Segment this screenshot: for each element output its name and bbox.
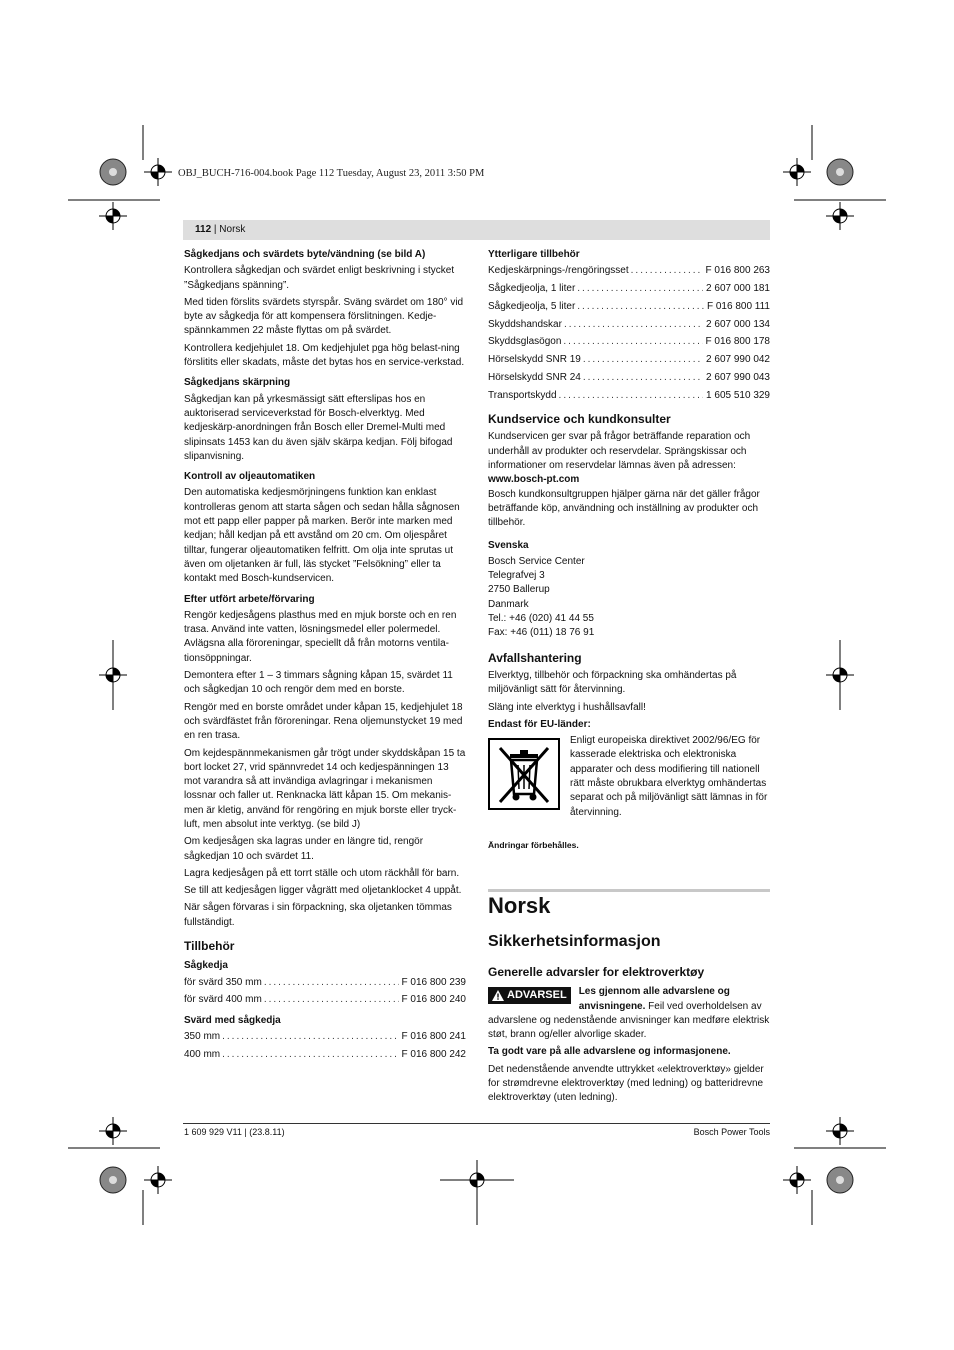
paragraph: Bosch kundkonsultgruppen hjälper gärna när det gäller frågor beträffande köp, användning och inställning av produkter och tillbehör. — [488, 488, 760, 529]
leader-dots — [264, 993, 399, 1007]
list-item — [488, 282, 770, 296]
address-line: Tel.: +46 (020) 41 44 55 — [488, 613, 594, 625]
section-heading: Generelle advarsler for elektroverktøy — [488, 965, 705, 979]
section-heading: Efter utfört arbete/förvaring — [184, 593, 315, 605]
address-line: Bosch Service Center — [488, 555, 585, 567]
item-number: 2 607 990 043 — [706, 372, 770, 384]
item-number: F 016 800 240 — [401, 994, 466, 1006]
item-number: F 016 800 241 — [401, 1031, 466, 1043]
paragraph: Den automatiska kedjesmörjningens funktion kan enklast kontrolleras genom att starta sågen och sedan hålla sågnosen mot ett papp eller papper på marken. Berör inte marken med kedjan; håll kedjan på ett avstånd om 20 cm. Om oljespåret tilltar, fungerar oljeautomatiken felfritt. Om olja inte sprutas ut även om oljetanken är full, läs stycket ”Felsökning” eller ta kontakt med Bosch-kundservicen. — [184, 487, 460, 585]
list-item — [184, 1030, 466, 1044]
paragraph: Enligt europeiska direktivet 2002/96/EG för kasserade elektriska och elektroniska apparater och dess modifiering till nationell rätt måste obrukbara elverktyg omhändertas separat och på miljövänligt sätt lämnas in för återvinning. — [570, 735, 768, 818]
leader-dots — [583, 371, 703, 385]
page-label: 112 | Norsk — [195, 224, 246, 235]
paragraph: Sågkedjan kan på yrkesmässigt sätt efterslipas hos en auktoriserad serviceverkstad för Bosch-elverktyg. Med kedjeskärp-anordningen från Bosch eller Dremel-Multi med slipinsats 1453 kan du även själv skärpa kedjan. Följ bifogad slipanvisning. — [184, 393, 453, 462]
item-name: Kedjeskärpnings-/rengöringsset — [488, 265, 629, 277]
subheading: Svärd med sågkedja — [184, 1014, 281, 1026]
warning-badge-label: ADVARSEL — [507, 989, 567, 1002]
paragraph: Kontrollera sågkedjan och svärdet enligt beskrivning i stycket ”Sågkedjans spänning”. — [184, 265, 455, 291]
paragraph: Kontrollera kedjehjulet 18. Om kedjehjulet pga hög belast-ning förslitits eller skadats, måste det bytas hos en service-verkstad. — [184, 342, 465, 369]
paragraph: Om kejdespännmekanismen går trögt under skyddskåpan 15 ta bort locket 27, vrid spännvredet 14 och kedjespänningen 13 mot varandra så att invändiga avlagringar i mekanismen lossnar och faller ut. Renknacka lätt kåpan 15. Om mekanis-men är kletig, använd för rengöring en mjuk borste eller tryck-luft, men absolut inte verktyg. (se bild J) — [184, 747, 466, 830]
section-heading: Kontroll av oljeautomatiken — [184, 471, 316, 483]
item-name: Hörselskydd SNR 19 — [488, 354, 581, 366]
section-divider — [488, 889, 770, 892]
weee-block — [488, 734, 770, 820]
subheading: Ytterligare tillbehör — [488, 249, 580, 260]
leader-dots — [577, 282, 703, 296]
paragraph: Släng inte elverktyg i hushållsavfall! — [488, 701, 646, 713]
subheading: Svenska — [488, 539, 529, 551]
leader-dots — [564, 318, 703, 332]
warning-paragraph — [488, 985, 770, 1042]
page-section: Norsk — [219, 224, 246, 235]
paragraph: Med tiden förslits svärdets styrspår. Sväng svärdet om 180° vid byte av sågkedja för att kompensera förslitningen. Kedje-spännkammen 22 måste flyttas om på svärdet. — [184, 296, 464, 337]
leader-dots — [222, 1048, 398, 1062]
item-name: för svärd 400 mm — [184, 994, 262, 1006]
address-line: 2750 Ballerup — [488, 584, 550, 596]
list-item — [488, 318, 770, 332]
leader-dots — [631, 264, 703, 278]
paragraph: Rengör med en borste området under kåpan 15, kedjehjulet 18 och svärdfästet från föroreningar. Rena oljemunstycket 19 med en ren trasa. — [184, 701, 463, 742]
list-item — [488, 389, 770, 403]
leader-dots — [583, 353, 703, 367]
warning-bold-text: Les gjennom alle advarslene og anvisningene. — [578, 986, 730, 1012]
footer-rule — [183, 1123, 770, 1124]
item-name: 400 mm — [184, 1048, 221, 1060]
paragraph: Kundservicen ger svar på frågor beträffande reparation och underhåll av produkter och reservdelar. Sprängskissar och informationer om reservdelar lämnas även på adressen: — [488, 431, 751, 472]
list-item — [488, 264, 770, 278]
paragraph: Om kedjesågen ska lagras under en längre tid, rengör sågkedjan 10 och svärdet 11. — [184, 836, 424, 862]
item-number: F 016 800 263 — [705, 265, 770, 277]
footer-brand: Bosch Power Tools — [693, 1127, 770, 1137]
item-number: 2 607 000 134 — [706, 318, 770, 330]
subheading: Endast för EU-länder: — [488, 718, 591, 730]
accessories-heading: Tillbehör — [184, 939, 235, 954]
leader-dots — [264, 976, 399, 990]
section-heading: Sågkedjans skärpning — [184, 377, 291, 389]
leader-dots — [559, 389, 704, 403]
paragraph: Lagra kedjesågen på ett torrt ställe och utom räckhåll för barn. — [184, 867, 460, 879]
list-item — [488, 353, 770, 367]
section-heading: Avfallshantering — [488, 650, 582, 665]
address-line: Danmark — [488, 598, 529, 610]
address-line: Telegrafvej 3 — [488, 570, 545, 582]
paragraph: Demontera efter 1 – 3 timmars sågning kåpan 15, svärdet 11 och sågkedjan 10 och rengör dem med en borste. — [184, 670, 453, 696]
paragraph: Se till att kedjesågen ligger vågrätt med oljetanklocket 4 uppåt. — [184, 885, 462, 897]
address-line: Fax: +46 (011) 18 76 91 — [488, 627, 595, 639]
norsk-column — [488, 965, 770, 1109]
warning-text: Feil ved overholdelsen av advarslene og nedenstående anvisninger kan medføre elektrisk støt, brann og/eller alvorlige skader. — [488, 1000, 770, 1041]
item-number: F 016 800 239 — [401, 976, 466, 988]
paragraph: Det nedenstående anvendte uttrykket «elektroverktøy» gjelder for strømdrevne elektroverktøy (med ledning) og batteridrevne elektroverktøy (uten ledning). — [488, 1063, 764, 1104]
leader-dots — [577, 300, 704, 314]
item-name: Transportskydd — [488, 389, 557, 401]
changes-reserved: Ändringar förbehålles. — [488, 839, 579, 850]
item-number: F 016 800 242 — [401, 1048, 466, 1060]
list-item — [184, 1048, 466, 1062]
item-name: Skyddsglasögon — [488, 336, 562, 348]
item-number: 2 607 990 042 — [706, 354, 770, 366]
page-header-bar — [183, 220, 770, 240]
subheading: Sågkedja — [184, 960, 228, 972]
leader-dots — [563, 335, 702, 349]
crossed-out-wheelie-bin-icon — [488, 738, 560, 810]
safety-title: Sikkerhetsinformasjon — [488, 933, 661, 950]
paragraph: Elverktyg, tillbehör och förpackning ska omhändertas på miljövänligt sätt för återvinning. — [488, 669, 737, 696]
right-column — [488, 248, 770, 855]
bold-notice: Ta godt vare på alle advarslene og informasjonene. — [488, 1046, 731, 1058]
list-item — [184, 976, 466, 990]
item-number: 2 607 000 181 — [706, 283, 770, 295]
website-link[interactable]: www.bosch-pt.com — [488, 474, 580, 486]
list-item — [184, 993, 466, 1007]
warning-triangle-icon — [492, 990, 504, 1001]
item-number: F 016 800 111 — [706, 300, 770, 312]
item-name: Sågkedjeolja, 5 liter — [488, 300, 576, 312]
paragraph: När sågen förvaras i sin förpackning, ska oljetanken tömmas fullständigt. — [184, 902, 452, 928]
item-name: Hörselskydd SNR 24 — [488, 372, 581, 384]
language-title: Norsk — [488, 893, 551, 918]
warning-badge — [488, 987, 571, 1003]
print-header: OBJ_BUCH-716-004.book Page 112 Tuesday, August 23, 2011 3:50 PM — [178, 168, 485, 179]
address-block — [488, 555, 770, 641]
section-heading: Sågkedjans och svärdets byte/vändning (se bild A) — [184, 249, 426, 260]
item-name: Skyddshandskar — [488, 318, 562, 330]
section-heading: Kundservice och kundkonsulter — [488, 412, 671, 427]
list-item — [488, 335, 770, 349]
item-number: 1 605 510 329 — [706, 389, 770, 401]
paragraph: Rengör kedjesågens plasthus med en mjuk borste och en ren trasa. Använd inte vatten, lösningsmedel eller polermedel. Avlägsna alla föroreningar, speciellt då från motorns ventila-tionsöppningar. — [184, 609, 457, 664]
item-name: för svärd 350 mm — [184, 976, 262, 988]
left-column — [184, 248, 466, 1066]
page-number: 112 — [195, 224, 212, 235]
footer-doc-number: 1 609 929 V11 | (23.8.11) — [184, 1127, 285, 1137]
list-item — [488, 371, 770, 385]
list-item — [488, 300, 770, 314]
item-name: Sågkedjeolja, 1 liter — [488, 283, 576, 295]
item-number: F 016 800 178 — [705, 336, 770, 348]
item-name: 350 mm — [184, 1031, 221, 1043]
leader-dots — [222, 1030, 398, 1044]
